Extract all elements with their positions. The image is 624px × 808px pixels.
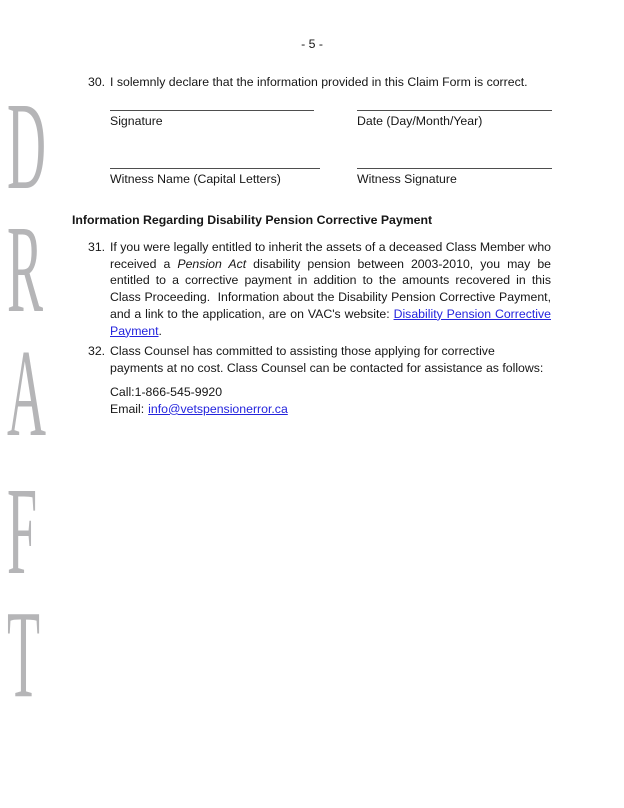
clause-31-text-part1: If you were legally entitled to inherit the assets of a deceased Class Member who received a (110, 240, 551, 271)
watermark-letter-t: T (7, 583, 40, 724)
clause-32-number: 32. (88, 344, 106, 358)
disability-pension-corrective-payment-link[interactable]: Disability Pension Corrective Payment (110, 306, 551, 338)
email-label: Email: (110, 401, 145, 416)
clause-32 (88, 343, 545, 376)
witness-name-field[interactable] (110, 168, 320, 188)
page-number: - 5 - (301, 37, 323, 51)
date-label: Date (Day/Month/Year) (357, 114, 483, 128)
watermark-letter-a: A (7, 322, 46, 463)
signature-field[interactable] (110, 110, 314, 130)
section-heading-corrective-payment: Information Regarding Disability Pension Corrective Payment (72, 213, 433, 227)
clause-30 (88, 74, 551, 91)
clause-30-number: 30. (88, 75, 106, 89)
contact-block (110, 384, 410, 417)
clause-31-text-part2: disability pension between 2003-2010, you may be entitled to a corrective payment in addition to the amounts recovered in this Class Proceeding. Information about the Disability Pension Corrective Payment, and a link to the application, are on VAC's website: (110, 256, 551, 321)
email-link[interactable]: info@vetspensionerror.ca (148, 401, 288, 416)
clause-32-text: Class Counsel has committed to assisting those applying for corrective payments at no cost. Class Counsel can be contacted for assistance as follows: (110, 344, 544, 375)
call-line: Call:1-866-545-9920 (110, 385, 223, 399)
date-field[interactable] (357, 110, 552, 130)
witness-name-label: Witness Name (Capital Letters) (110, 172, 281, 186)
email-line (110, 401, 410, 418)
watermark-letter-f: F (7, 460, 38, 601)
clause-30-text: I solemnly declare that the information provided in this Claim Form is correct. (110, 75, 528, 89)
clause-31-number: 31. (88, 240, 106, 254)
signature-label: Signature (110, 114, 163, 128)
watermark-letter-r: R (7, 198, 44, 339)
witness-signature-field[interactable] (357, 168, 552, 188)
watermark-letter-d: D (7, 75, 46, 216)
clause-31-text (110, 239, 551, 339)
clause-31 (88, 239, 551, 339)
clause-31-text-part3: . (158, 323, 162, 338)
witness-signature-label: Witness Signature (357, 172, 457, 186)
pension-act-italic: Pension Act (177, 256, 247, 271)
